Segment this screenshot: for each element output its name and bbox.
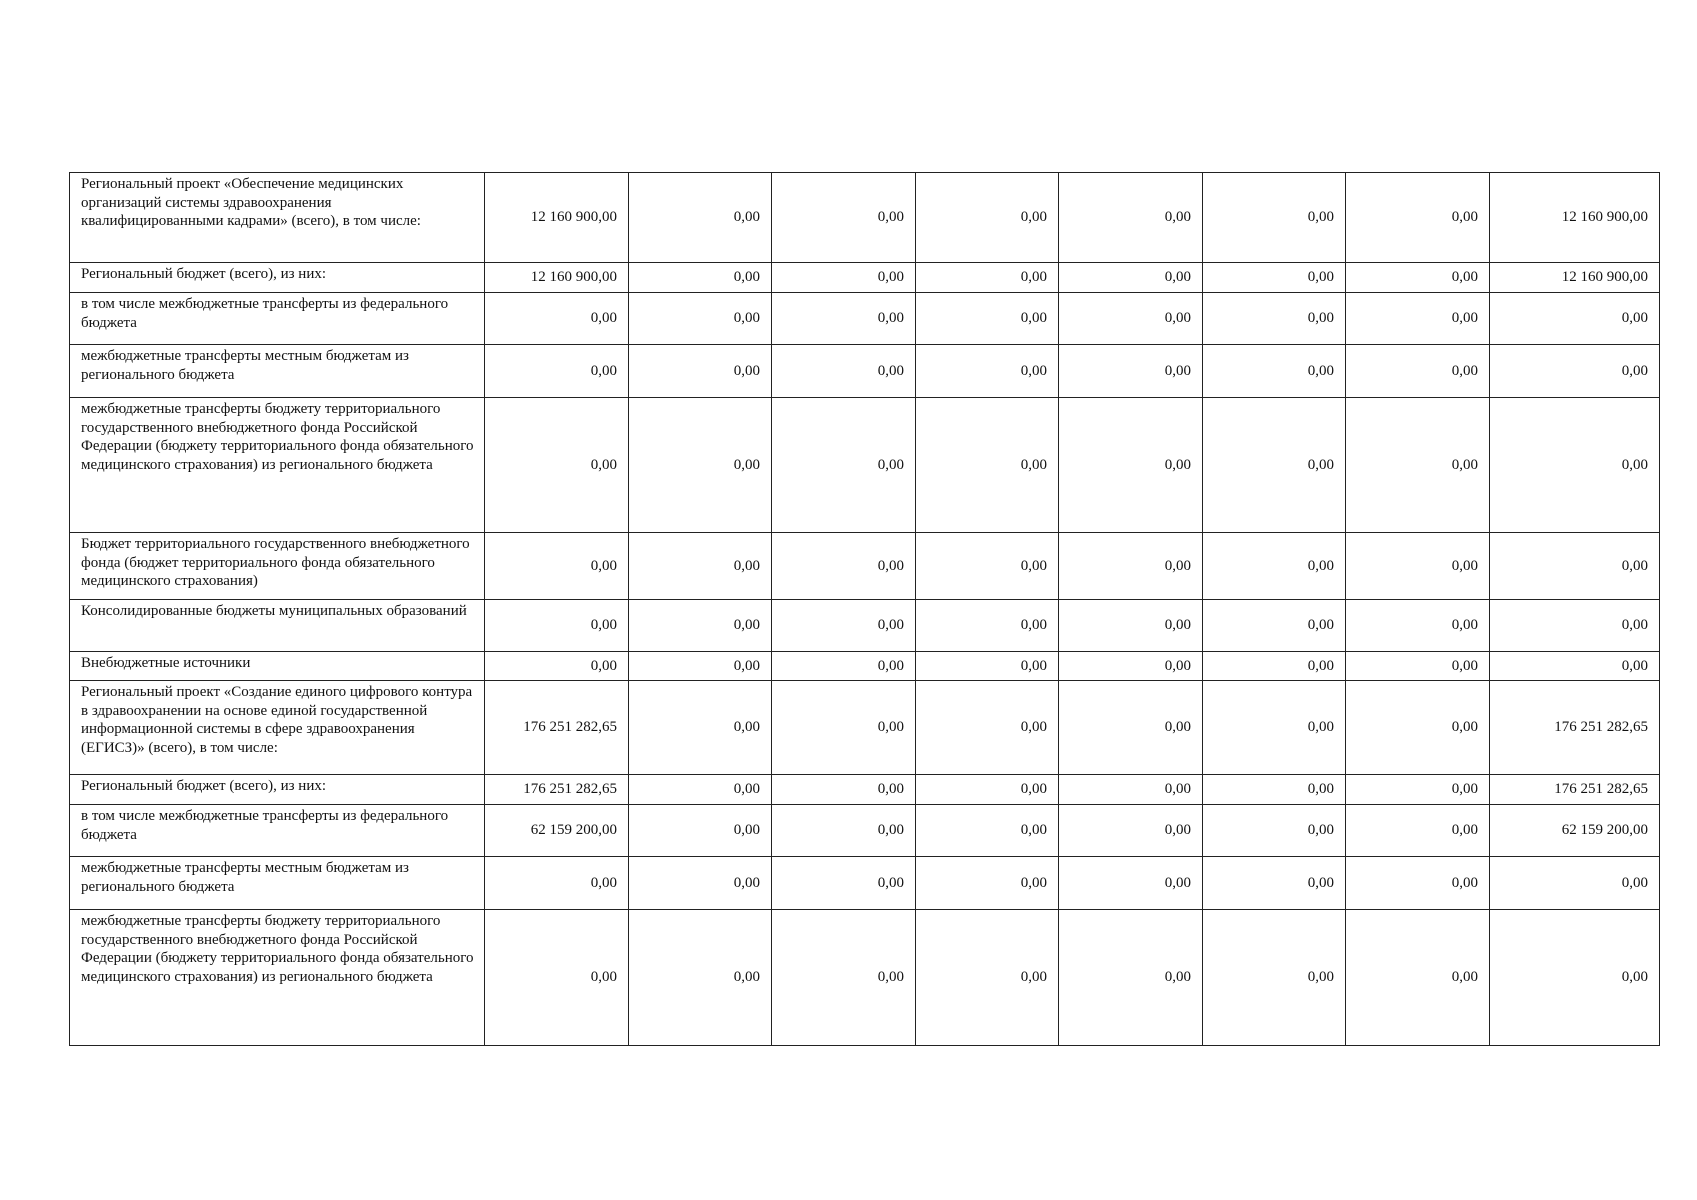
table-row <box>70 910 1660 1046</box>
row-label-cell: Консолидированные бюджеты муниципальных образований <box>70 600 485 652</box>
value-cell: 0,00 <box>1346 600 1490 652</box>
value-cell: 0,00 <box>629 398 772 533</box>
value-cell: 0,00 <box>1346 910 1490 1046</box>
value-cell: 0,00 <box>1490 293 1660 345</box>
value-cell: 0,00 <box>629 345 772 398</box>
value-cell: 0,00 <box>916 652 1059 681</box>
value-cell: 12 160 900,00 <box>485 263 629 293</box>
value-cell: 0,00 <box>1059 910 1203 1046</box>
table-row <box>70 681 1660 775</box>
value-cell: 0,00 <box>916 345 1059 398</box>
value-cell: 0,00 <box>1059 398 1203 533</box>
value-cell: 0,00 <box>1346 805 1490 857</box>
value-cell: 0,00 <box>1346 857 1490 910</box>
table-row <box>70 263 1660 293</box>
value-cell: 0,00 <box>1059 293 1203 345</box>
value-cell: 0,00 <box>1059 857 1203 910</box>
value-cell: 0,00 <box>1346 293 1490 345</box>
value-cell: 0,00 <box>1203 533 1346 600</box>
value-cell: 0,00 <box>916 398 1059 533</box>
value-cell: 0,00 <box>916 775 1059 805</box>
value-cell: 0,00 <box>772 533 916 600</box>
value-cell: 0,00 <box>1203 910 1346 1046</box>
value-cell: 0,00 <box>1490 652 1660 681</box>
value-cell: 176 251 282,65 <box>1490 681 1660 775</box>
value-cell: 0,00 <box>1203 652 1346 681</box>
value-cell: 0,00 <box>772 345 916 398</box>
value-cell: 0,00 <box>916 263 1059 293</box>
value-cell: 0,00 <box>916 173 1059 263</box>
value-cell: 0,00 <box>629 173 772 263</box>
value-cell: 0,00 <box>485 293 629 345</box>
value-cell: 0,00 <box>1203 857 1346 910</box>
value-cell: 0,00 <box>485 600 629 652</box>
value-cell: 0,00 <box>629 775 772 805</box>
value-cell: 0,00 <box>629 652 772 681</box>
value-cell: 0,00 <box>1203 345 1346 398</box>
value-cell: 12 160 900,00 <box>1490 263 1660 293</box>
value-cell: 0,00 <box>1490 533 1660 600</box>
value-cell: 0,00 <box>1203 775 1346 805</box>
value-cell: 0,00 <box>485 652 629 681</box>
value-cell: 0,00 <box>1346 263 1490 293</box>
value-cell: 0,00 <box>1490 398 1660 533</box>
value-cell: 0,00 <box>629 910 772 1046</box>
row-label-cell: в том числе межбюджетные трансферты из федерального бюджета <box>70 805 485 857</box>
table-row <box>70 775 1660 805</box>
row-label-cell: межбюджетные трансферты бюджету территориального государственного внебюджетного фонда Российской Федерации (бюджету территориального фонда обязательного медицинского страхования) из регионального бюджета <box>70 910 485 1046</box>
value-cell: 0,00 <box>772 910 916 1046</box>
value-cell: 0,00 <box>1203 398 1346 533</box>
value-cell: 0,00 <box>485 345 629 398</box>
budget-table <box>69 172 1660 1046</box>
value-cell: 0,00 <box>629 293 772 345</box>
table-row <box>70 345 1660 398</box>
value-cell: 0,00 <box>629 857 772 910</box>
value-cell: 0,00 <box>1059 263 1203 293</box>
value-cell: 0,00 <box>1203 681 1346 775</box>
value-cell: 0,00 <box>629 805 772 857</box>
value-cell: 0,00 <box>629 681 772 775</box>
value-cell: 0,00 <box>1059 775 1203 805</box>
row-label-cell: Региональный проект «Обеспечение медицинских организаций системы здравоохранения квалифицированными кадрами» (всего), в том числе: <box>70 173 485 263</box>
table-row <box>70 652 1660 681</box>
value-cell: 0,00 <box>1346 681 1490 775</box>
table-row <box>70 173 1660 263</box>
value-cell: 0,00 <box>772 857 916 910</box>
table-row <box>70 857 1660 910</box>
table-row <box>70 600 1660 652</box>
table-row <box>70 533 1660 600</box>
value-cell: 0,00 <box>772 681 916 775</box>
value-cell: 0,00 <box>485 533 629 600</box>
value-cell: 0,00 <box>1346 173 1490 263</box>
row-label-cell: Внебюджетные источники <box>70 652 485 681</box>
value-cell: 0,00 <box>1059 533 1203 600</box>
value-cell: 0,00 <box>1346 398 1490 533</box>
value-cell: 0,00 <box>1059 345 1203 398</box>
value-cell: 0,00 <box>916 681 1059 775</box>
value-cell: 0,00 <box>1346 533 1490 600</box>
value-cell: 0,00 <box>772 293 916 345</box>
value-cell: 0,00 <box>1203 293 1346 345</box>
value-cell: 0,00 <box>772 600 916 652</box>
value-cell: 0,00 <box>1490 910 1660 1046</box>
table-row <box>70 293 1660 345</box>
value-cell: 176 251 282,65 <box>1490 775 1660 805</box>
value-cell: 0,00 <box>1490 857 1660 910</box>
value-cell: 0,00 <box>1346 345 1490 398</box>
row-label-cell: Региональный проект «Создание единого цифрового контура в здравоохранении на основе единой государственной информационной системы в сфере здравоохранения (ЕГИСЗ)» (всего), в том числе: <box>70 681 485 775</box>
value-cell: 0,00 <box>772 805 916 857</box>
value-cell: 0,00 <box>772 775 916 805</box>
value-cell: 0,00 <box>1346 775 1490 805</box>
value-cell: 0,00 <box>1490 345 1660 398</box>
value-cell: 0,00 <box>772 398 916 533</box>
value-cell: 0,00 <box>772 652 916 681</box>
value-cell: 0,00 <box>485 857 629 910</box>
budget-table-body <box>70 173 1660 1046</box>
table-row <box>70 398 1660 533</box>
value-cell: 0,00 <box>1346 652 1490 681</box>
value-cell: 0,00 <box>916 857 1059 910</box>
value-cell: 0,00 <box>629 533 772 600</box>
value-cell: 0,00 <box>772 263 916 293</box>
value-cell: 0,00 <box>1203 600 1346 652</box>
row-label-cell: Бюджет территориального государственного внебюджетного фонда (бюджет территориального фонда обязательного медицинского страхования) <box>70 533 485 600</box>
value-cell: 0,00 <box>485 398 629 533</box>
value-cell: 0,00 <box>1059 805 1203 857</box>
value-cell: 0,00 <box>916 533 1059 600</box>
value-cell: 0,00 <box>1203 263 1346 293</box>
value-cell: 0,00 <box>916 805 1059 857</box>
value-cell: 12 160 900,00 <box>1490 173 1660 263</box>
value-cell: 0,00 <box>1203 805 1346 857</box>
row-label-cell: межбюджетные трансферты местным бюджетам из регионального бюджета <box>70 345 485 398</box>
row-label-cell: межбюджетные трансферты бюджету территориального государственного внебюджетного фонда Российской Федерации (бюджету территориального фонда обязательного медицинского страхования) из регионального бюджета <box>70 398 485 533</box>
value-cell: 0,00 <box>629 263 772 293</box>
value-cell: 0,00 <box>629 600 772 652</box>
value-cell: 0,00 <box>1059 173 1203 263</box>
value-cell: 0,00 <box>1203 173 1346 263</box>
row-label-cell: Региональный бюджет (всего), из них: <box>70 263 485 293</box>
row-label-cell: в том числе межбюджетные трансферты из федерального бюджета <box>70 293 485 345</box>
value-cell: 62 159 200,00 <box>1490 805 1660 857</box>
table-row <box>70 805 1660 857</box>
value-cell: 0,00 <box>916 293 1059 345</box>
value-cell: 0,00 <box>916 600 1059 652</box>
value-cell: 176 251 282,65 <box>485 681 629 775</box>
row-label-cell: межбюджетные трансферты местным бюджетам из регионального бюджета <box>70 857 485 910</box>
value-cell: 0,00 <box>1059 600 1203 652</box>
value-cell: 0,00 <box>1059 652 1203 681</box>
value-cell: 0,00 <box>772 173 916 263</box>
value-cell: 0,00 <box>485 910 629 1046</box>
value-cell: 62 159 200,00 <box>485 805 629 857</box>
value-cell: 0,00 <box>1490 600 1660 652</box>
value-cell: 12 160 900,00 <box>485 173 629 263</box>
value-cell: 0,00 <box>1059 681 1203 775</box>
value-cell: 0,00 <box>916 910 1059 1046</box>
value-cell: 176 251 282,65 <box>485 775 629 805</box>
row-label-cell: Региональный бюджет (всего), из них: <box>70 775 485 805</box>
